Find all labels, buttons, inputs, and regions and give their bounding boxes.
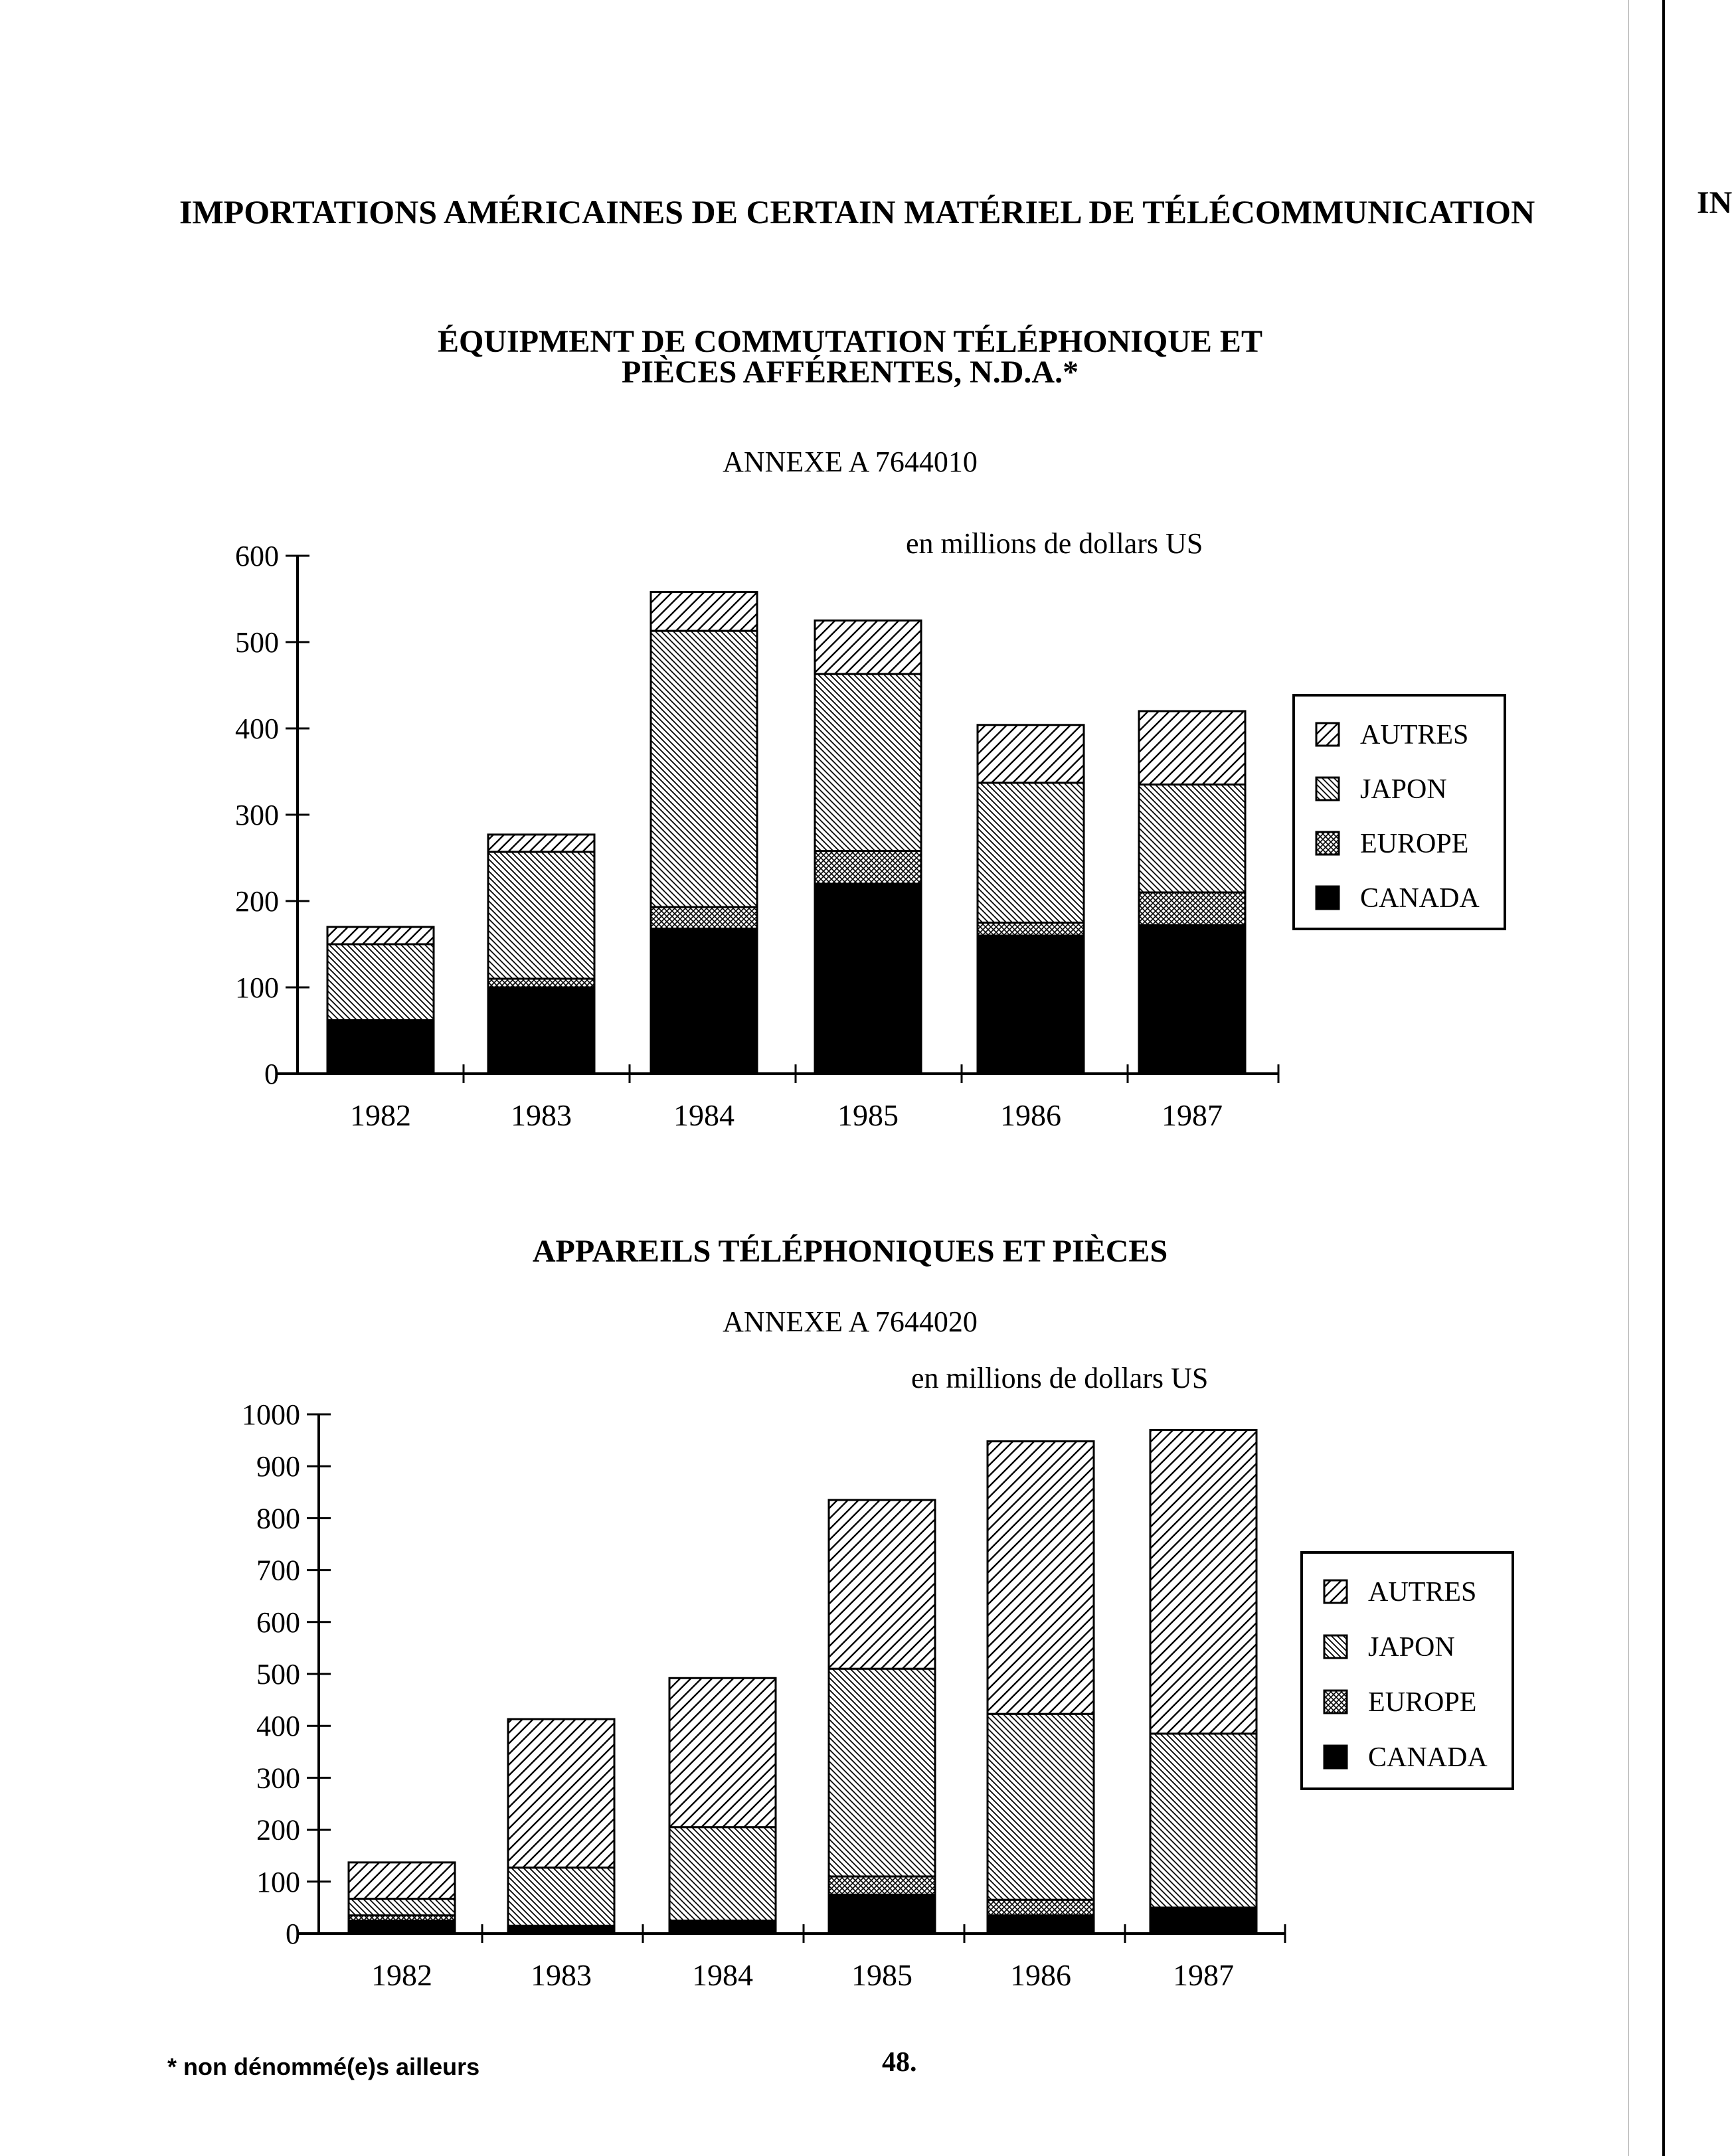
chart2-bar-japon-1985: [829, 1669, 935, 1876]
adjacent-page-fragment: IN: [1697, 185, 1732, 220]
chart2-x-tick-label: 1987: [1173, 1958, 1234, 1992]
chart2-bar-autres-1985: [829, 1500, 935, 1669]
chart1-x-tick-label: 1986: [1000, 1098, 1061, 1132]
chart1-title-line2: PIÈCES AFFÉRENTES, N.D.A.*: [621, 355, 1079, 390]
chart1-legend-label-autres: AUTRES: [1360, 720, 1469, 750]
chart2-x-tick-label: 1985: [851, 1958, 912, 1992]
chart2-title-line1: APPAREILS TÉLÉPHONIQUES ET PIÈCES: [532, 1234, 1168, 1269]
chart1-y-tick-label: 100: [235, 971, 279, 1004]
chart1-bar-europe-1984: [651, 907, 757, 929]
chart1-legend-label-canada: CANADA: [1360, 883, 1480, 914]
footnote: * non dénommé(e)s ailleurs: [167, 2053, 480, 2080]
chart2-y-tick-label: 100: [256, 1865, 300, 1898]
chart2-legend-label-europe: EUROPE: [1368, 1687, 1477, 1718]
chart1-bar-europe-1987: [1139, 892, 1245, 925]
chart1-bar-canada-1983: [488, 987, 594, 1074]
chart2-bar-canada-1982: [349, 1920, 455, 1934]
chart2-subtitle: ANNEXE A 7644020: [723, 1305, 978, 1338]
chart2-y-tick-label: 700: [256, 1554, 300, 1587]
chart1-legend-swatch-japon: [1316, 778, 1339, 800]
chart2-bar-canada-1984: [669, 1920, 776, 1934]
chart2-y-tick-label: 1000: [242, 1398, 300, 1431]
chart1-bar-europe-1985: [815, 851, 921, 884]
chart1-legend-swatch-canada: [1316, 886, 1339, 909]
chart2-legend-label-autres: AUTRES: [1368, 1577, 1477, 1608]
chart1-bar-autres-1985: [815, 621, 921, 675]
chart2-y-tick-label: 200: [256, 1813, 300, 1847]
chart1-x-tick-label: 1982: [350, 1098, 411, 1132]
chart2-bar-canada-1985: [829, 1894, 935, 1934]
chart1-unit-label: en millions de dollars US: [906, 527, 1203, 560]
chart2-bar-japon-1987: [1150, 1734, 1256, 1908]
chart1-subtitle: ANNEXE A 7644010: [723, 446, 978, 478]
chart1-legend-swatch-autres: [1316, 723, 1339, 746]
chart1-bar-autres-1987: [1139, 711, 1245, 785]
chart1-bar-japon-1983: [488, 852, 594, 979]
chart1-bar-japon-1986: [978, 783, 1084, 923]
page-title: IMPORTATIONS AMÉRICAINES DE CERTAIN MATÉRIEL DE TÉLÉCOMMUNICATION: [179, 193, 1535, 230]
chart2-bar-canada-1986: [988, 1916, 1094, 1934]
chart2-bar-europe-1985: [829, 1876, 935, 1894]
chart2-bar-japon-1986: [988, 1714, 1094, 1900]
page-number: 48.: [882, 2047, 917, 2078]
chart1-x-tick-label: 1987: [1162, 1098, 1223, 1132]
chart1-y-tick-label: 500: [235, 626, 279, 659]
chart2-y-tick-label: 400: [256, 1710, 300, 1743]
chart1-x-tick-label: 1983: [511, 1098, 572, 1132]
chart1-title-line1: ÉQUIPMENT DE COMMUTATION TÉLÉPHONIQUE ET: [438, 324, 1262, 359]
chart1-bar-japon-1982: [327, 944, 434, 1020]
chart2-bar-canada-1987: [1150, 1908, 1256, 1934]
chart1-bar-japon-1985: [815, 674, 921, 851]
chart2-bar-autres-1982: [349, 1863, 455, 1899]
chart1-bar-europe-1986: [978, 923, 1084, 936]
chart2-x-tick-label: 1986: [1010, 1958, 1071, 1992]
chart2-y-tick-label: 0: [286, 1918, 300, 1950]
chart2-legend-label-japon: JAPON: [1368, 1632, 1455, 1663]
chart1-bar-japon-1987: [1139, 785, 1245, 893]
chart2-unit-label: en millions de dollars US: [911, 1362, 1209, 1394]
chart2-bar-japon-1984: [669, 1827, 776, 1921]
chart2-x-tick-label: 1982: [371, 1958, 432, 1992]
chart2-bar-autres-1984: [669, 1678, 776, 1827]
chart1-y-tick-label: 300: [235, 799, 279, 831]
chart1-bar-canada-1984: [651, 929, 757, 1074]
chart2-legend-swatch-autres: [1324, 1580, 1347, 1603]
chart2-y-tick-label: 500: [256, 1658, 300, 1691]
chart2-plot: [242, 1398, 1513, 1992]
chart1-legend-label-europe: EUROPE: [1360, 829, 1469, 859]
chart1-bar-autres-1983: [488, 835, 594, 852]
chart1-bar-autres-1984: [651, 592, 757, 631]
chart1-bar-canada-1986: [978, 936, 1084, 1074]
chart2-bar-japon-1982: [349, 1899, 455, 1916]
chart2-y-tick-label: 300: [256, 1762, 300, 1795]
chart1-y-tick-label: 200: [235, 885, 279, 918]
chart1-y-tick-label: 0: [264, 1058, 279, 1090]
chart2-bar-autres-1983: [508, 1719, 614, 1868]
chart1-legend-swatch-europe: [1316, 832, 1339, 855]
chart2-legend-swatch-europe: [1324, 1691, 1347, 1713]
chart1-x-tick-label: 1985: [837, 1098, 899, 1132]
chart2-bar-canada-1983: [508, 1926, 614, 1934]
chart2-bar-autres-1986: [988, 1442, 1094, 1714]
chart2-legend-swatch-japon: [1324, 1635, 1347, 1658]
chart1-legend-label-japon: JAPON: [1360, 774, 1447, 805]
chart2-legend-label-canada: CANADA: [1368, 1742, 1488, 1773]
chart1-bar-europe-1983: [488, 979, 594, 987]
chart1-bar-canada-1987: [1139, 925, 1245, 1074]
chart1-x-tick-label: 1984: [673, 1098, 735, 1132]
chart1-bar-autres-1986: [978, 725, 1084, 783]
chart2-legend-swatch-canada: [1324, 1746, 1347, 1768]
chart2-y-tick-label: 900: [256, 1450, 300, 1483]
chart1-bar-japon-1984: [651, 631, 757, 907]
chart1-plot: [235, 540, 1505, 1132]
chart2-y-tick-label: 600: [256, 1606, 300, 1639]
chart1-bar-canada-1985: [815, 884, 921, 1074]
chart1-y-tick-label: 600: [235, 540, 279, 572]
chart2-x-tick-label: 1983: [531, 1958, 592, 1992]
chart2-y-tick-label: 800: [256, 1502, 300, 1535]
chart1-bar-canada-1982: [327, 1020, 434, 1074]
chart2-bar-japon-1983: [508, 1868, 614, 1926]
chart2-x-tick-label: 1984: [692, 1958, 753, 1992]
chart1-bar-autres-1982: [327, 927, 434, 944]
chart2-bar-europe-1986: [988, 1900, 1094, 1915]
chart2-bar-autres-1987: [1150, 1430, 1256, 1733]
chart1-y-tick-label: 400: [235, 712, 279, 745]
